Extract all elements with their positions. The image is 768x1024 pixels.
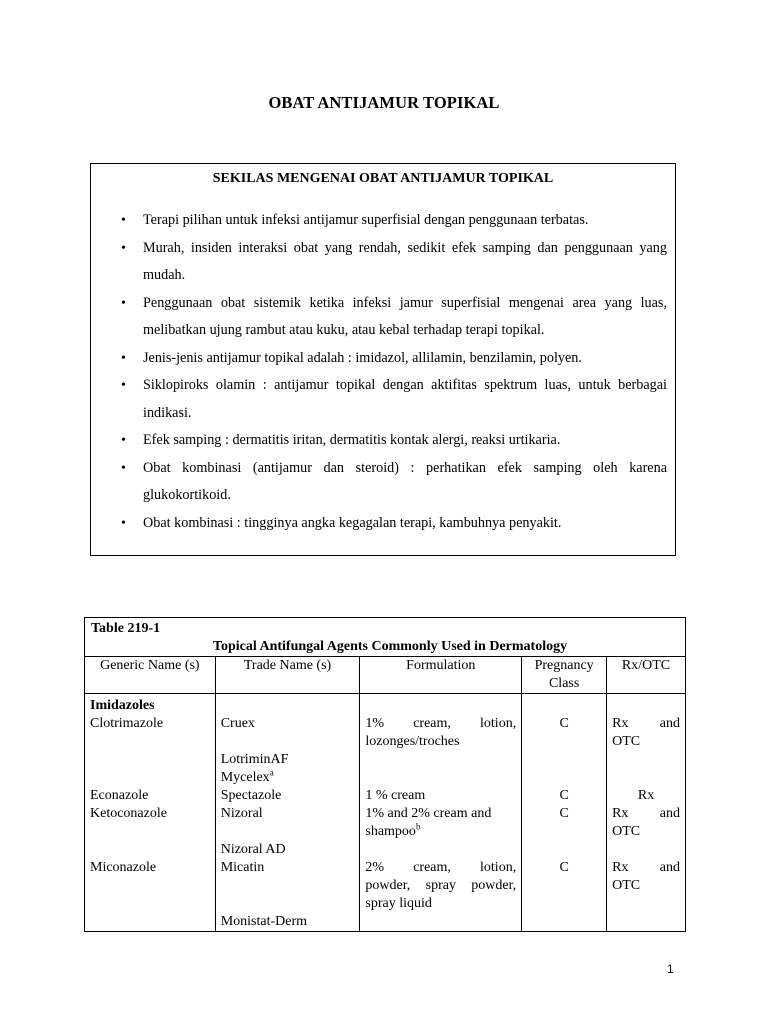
- formulation-ketoconazole-2: shampoo$^b$: [365, 821, 421, 839]
- table-number: Table 219-1: [91, 621, 161, 636]
- formulation-ketoconazole: 1% and 2% cream and: [365, 806, 492, 821]
- trade-lotriminaf: LotriminAF: [220, 752, 289, 767]
- generic-name-cell: [85, 694, 216, 932]
- footnote-a: a: [269, 767, 274, 778]
- summary-bullet-list: [91, 207, 694, 537]
- page-title: OBAT ANTIJAMUR TOPIKAL: [268, 93, 500, 112]
- table-caption-cell: [85, 618, 686, 657]
- bullet-text: Obat kombinasi (antijamur dan steroid) : perhatikan efek samping oleh karena glukokortikoid.: [143, 459, 667, 503]
- bullet-item: [91, 510, 694, 538]
- bullet-icon: •: [121, 213, 126, 228]
- rx-ketoconazole: Rx and: [612, 806, 680, 821]
- rx-otc-cell: [607, 694, 686, 932]
- bullet-icon: •: [121, 460, 126, 476]
- bullet-text: Jenis-jenis antijamur topikal adalah : imidazol, allilamin, benzilamin, polyen.: [143, 349, 582, 366]
- trade-nizoral: Nizoral: [220, 806, 263, 821]
- bullet-icon: •: [121, 350, 126, 366]
- trade-mycelex-line: [221, 769, 355, 787]
- generic-ketoconazole: Ketoconazole: [90, 806, 167, 821]
- bullet-item: [91, 372, 694, 427]
- header-rx-otc: Rx/OTC: [607, 657, 686, 694]
- formulation-miconazole: 2% cream, lotion,: [365, 860, 517, 875]
- formulation-econazole: 1 % cream: [365, 788, 426, 803]
- trade-mycelex: Mycelex: [220, 770, 270, 785]
- header-generic-name: Generic Name (s): [85, 657, 216, 694]
- group-label: Imidazoles: [90, 698, 155, 713]
- summary-box: [90, 163, 676, 556]
- formulation-clotrimazole-2: lozonges/troches: [365, 734, 460, 749]
- pregnancy-ketoconazole: C: [559, 806, 569, 821]
- trade-monistat-derm: Monistat-Derm: [220, 914, 308, 929]
- generic-miconazole: Miconazole: [90, 860, 157, 875]
- bullet-icon: •: [121, 240, 126, 256]
- rx-miconazole: Rx and: [612, 860, 680, 875]
- bullet-icon: •: [121, 295, 126, 311]
- pregnancy-class-cell: [522, 694, 607, 932]
- otc-miconazole: OTC: [612, 878, 641, 893]
- bullet-text: Obat kombinasi : tingginya angka kegagalan terapi, kambuhnya penyakit.: [143, 514, 562, 531]
- formulation-clotrimazole: 1% cream, lotion,: [365, 716, 517, 731]
- rx-econazole: Rx: [637, 788, 655, 803]
- page-number: 1: [667, 962, 674, 976]
- trade-spectazole: Spectazole: [220, 788, 282, 803]
- bullet-item: [91, 207, 694, 235]
- formulation-cell: [360, 694, 522, 932]
- generic-econazole: Econazole: [90, 788, 149, 803]
- pregnancy-miconazole: C: [559, 860, 569, 875]
- bullet-item: [91, 235, 694, 290]
- bullet-item: [91, 345, 694, 373]
- header-pregnancy-class: Pregnancy Class: [522, 657, 607, 694]
- header-formulation: Formulation: [360, 657, 522, 694]
- bullet-text: Siklopiroks olamin : antijamur topikal dengan aktifitas spektrum luas, untuk berbagai indikasi.: [143, 377, 667, 421]
- summary-heading: SEKILAS MENGENAI OBAT ANTIJAMUR TOPIKAL: [212, 171, 554, 186]
- trade-nizoral-ad: Nizoral AD: [220, 842, 286, 857]
- formulation-miconazole-2: powder, spray powder,: [365, 878, 517, 893]
- pregnancy-clotrimazole: C: [559, 716, 569, 731]
- bullet-icon: •: [121, 515, 126, 531]
- otc-clotrimazole: OTC: [612, 734, 641, 749]
- rx-clotrimazole: Rx and: [612, 716, 680, 731]
- bullet-text: Terapi pilihan untuk infeksi antijamur superfisial dengan penggunaan terbatas.: [143, 212, 589, 228]
- header-trade-name: Trade Name (s): [215, 657, 360, 694]
- generic-clotrimazole: Clotrimazole: [90, 716, 164, 731]
- bullet-item: [91, 427, 694, 455]
- bullet-text: Murah, insiden interaksi obat yang rendah, sedikit efek samping dan penggunaan yang mudah.: [143, 239, 667, 283]
- bullet-icon: •: [121, 378, 126, 393]
- trade-name-cell: [215, 694, 360, 932]
- otc-ketoconazole: OTC: [612, 824, 641, 839]
- bullet-text: Efek samping : dermatitis iritan, dermatitis kontak alergi, reaksi urtikaria.: [143, 432, 561, 448]
- bullet-icon: •: [121, 433, 126, 448]
- formulation-miconazole-3: spray liquid: [365, 896, 432, 911]
- bullet-item: [91, 290, 694, 345]
- table-row: [85, 694, 686, 932]
- trade-cruex: Cruex: [220, 716, 255, 731]
- bullet-text: Penggunaan obat sistemik ketika infeksi jamur superfisial mengenai area yang luas, melibatkan ujung rambut atau kuku, atau kebal terhadap terapi topikal.: [143, 294, 667, 338]
- trade-micatin: Micatin: [220, 860, 265, 875]
- footnote-b: b: [415, 821, 421, 832]
- antifungal-table: [84, 617, 686, 932]
- pregnancy-econazole: C: [559, 788, 569, 803]
- table-caption: Topical Antifungal Agents Commonly Used in Dermatology: [212, 639, 568, 654]
- bullet-item: [91, 455, 694, 510]
